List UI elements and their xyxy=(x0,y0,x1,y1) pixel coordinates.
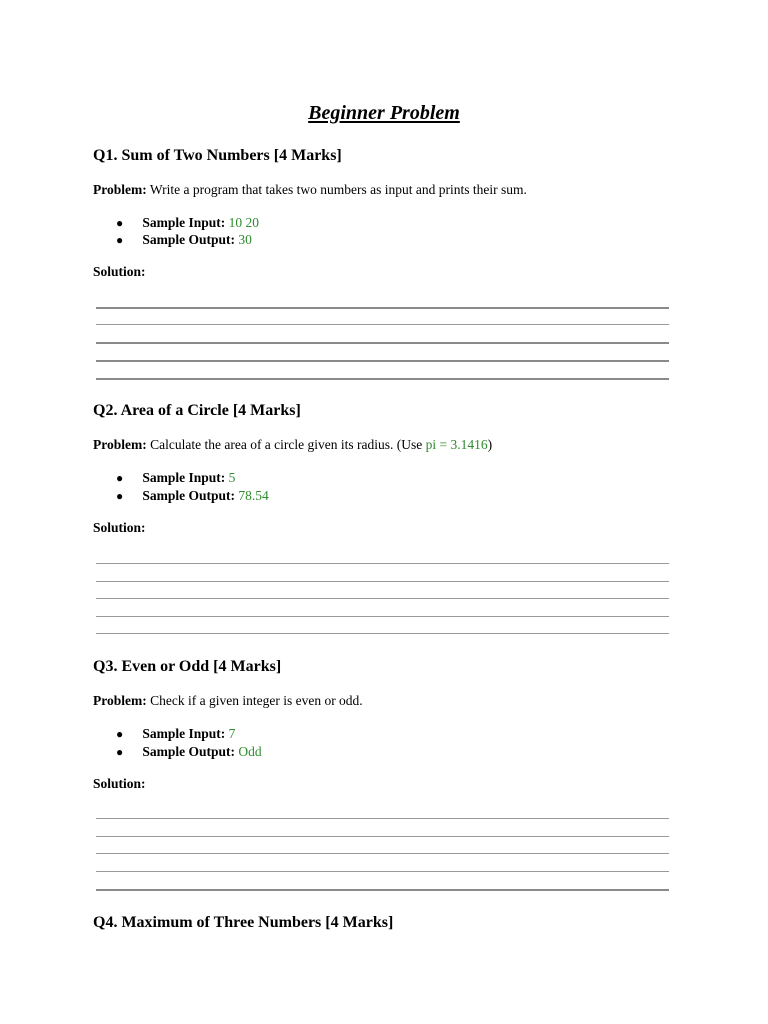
question-1-problem xyxy=(93,182,527,198)
problem-text: Check if a given integer is even or odd. xyxy=(150,693,363,708)
problem-label: Problem: xyxy=(93,693,147,708)
question-2-solution-label: Solution: xyxy=(93,520,146,535)
bullet-icon: ● xyxy=(116,471,124,485)
sample-output-label: Sample Output: xyxy=(142,232,236,247)
sample-input-value: 7 xyxy=(228,726,236,741)
question-1-sample-input xyxy=(116,215,259,231)
bullet-icon: ● xyxy=(116,745,124,759)
answer-line xyxy=(96,307,669,309)
bullet-icon: ● xyxy=(116,727,124,741)
bullet-icon: ● xyxy=(116,216,124,230)
answer-line xyxy=(96,616,669,617)
question-3-problem xyxy=(93,693,363,709)
question-3-sample-input xyxy=(116,726,235,742)
answer-line xyxy=(96,598,669,599)
question-3-title: Q3. Even or Odd [4 Marks] xyxy=(93,658,282,675)
problem-text: Write a program that takes two numbers as input and prints their sum. xyxy=(149,182,527,197)
question-2-title: Q2. Area of a Circle [4 Marks] xyxy=(93,402,301,419)
question-1-solution-label: Solution: xyxy=(93,264,146,279)
sample-input-label: Sample Input: xyxy=(142,470,226,485)
answer-line xyxy=(96,853,669,854)
bullet-icon: ● xyxy=(116,233,124,247)
answer-line xyxy=(96,871,669,872)
sample-output-value: 78.54 xyxy=(238,488,269,503)
answer-line xyxy=(96,818,669,819)
question-2-sample-output xyxy=(116,488,269,504)
answer-line xyxy=(96,581,669,582)
bullet-icon: ● xyxy=(116,489,124,503)
sample-input-value: 5 xyxy=(228,470,236,485)
answer-line xyxy=(96,342,669,344)
question-2-problem xyxy=(93,437,492,453)
problem-text: Calculate the area of a circle given its radius. (Use xyxy=(150,437,426,452)
problem-label: Problem: xyxy=(93,182,147,197)
sample-input-value: 10 20 xyxy=(228,215,260,230)
question-2-sample-input xyxy=(116,470,235,486)
answer-line xyxy=(96,836,669,837)
answer-line xyxy=(96,378,669,380)
question-3-sample-output xyxy=(116,744,262,760)
problem-text-end: ) xyxy=(487,437,493,452)
page-title: Beginner Problem xyxy=(308,102,460,124)
answer-line xyxy=(96,360,669,362)
pi-value: pi = 3.1416 xyxy=(425,437,488,452)
problem-label: Problem: xyxy=(93,437,147,452)
sample-input-label: Sample Input: xyxy=(142,215,226,230)
question-3-solution-label: Solution: xyxy=(93,776,146,791)
answer-line xyxy=(96,324,669,325)
sample-output-label: Sample Output: xyxy=(142,488,236,503)
sample-input-label: Sample Input: xyxy=(142,726,226,741)
sample-output-value: Odd xyxy=(238,744,262,759)
answer-line xyxy=(96,633,669,634)
question-1-title: Q1. Sum of Two Numbers [4 Marks] xyxy=(93,147,342,164)
sample-output-value: 30 xyxy=(238,232,252,247)
answer-line xyxy=(96,563,669,564)
question-1-sample-output xyxy=(116,232,252,248)
sample-output-label: Sample Output: xyxy=(142,744,236,759)
answer-line xyxy=(96,889,669,891)
question-4-title: Q4. Maximum of Three Numbers [4 Marks] xyxy=(93,914,394,931)
